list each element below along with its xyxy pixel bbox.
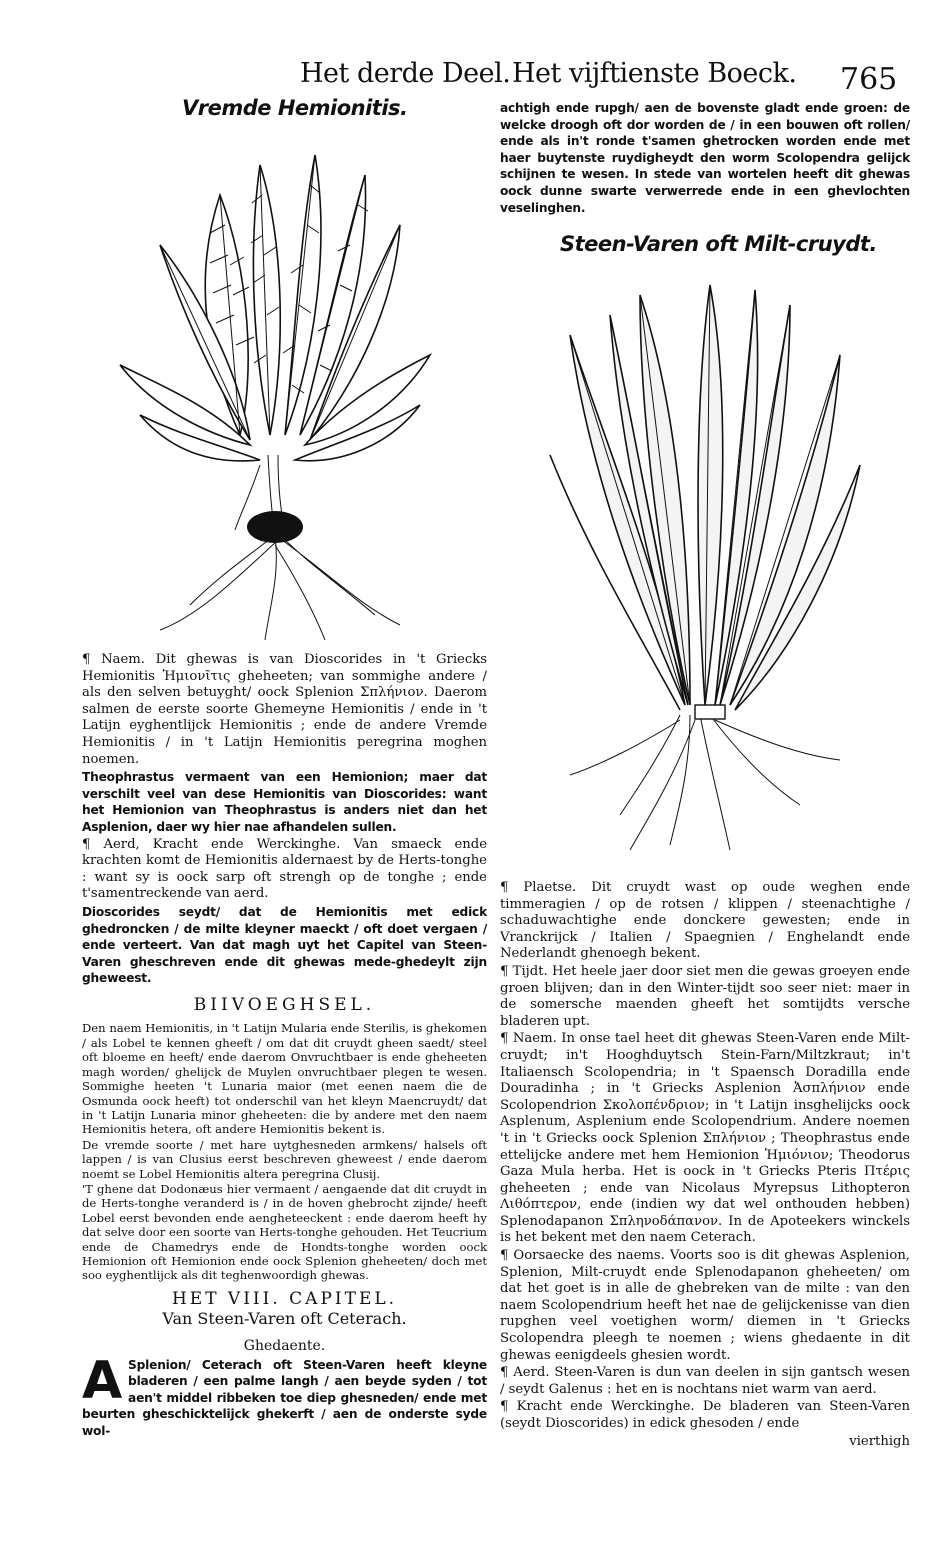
left-paragraph-naem: ¶ Naem. Dit ghewas is van Dioscorides in 't Griecks Hemionitis Ἡμιονῖτις gheheeten; van sommighe andere / als den selven betuyght/ oock Splenion Σπλήνιον. Daerom salmen de eerste soorte Ghemeyne Hemionitis / ende in 't Latijn eyghentlijck Hemionitis ; ende de andere Vremde Hemionitis / in 't Latijn Hemionitis peregrina moghen noemen. [82, 652, 487, 767]
left-paragraph-theophrastus: Theophrastus vermaent van een Hemionion; maer dat verschilt veel van dese Hemionitis van Dioscorides: want het Hemionion van Theophrastus is anders niet dan het Asplenion, daer wy hier nae afhandelen sullen. [82, 770, 487, 834]
addition-paragraph-3: 'T ghene dat Dodonæus hier vermaent / aengaende dat dit cruydt in de Herts-tonghe veranderd is / in de hoven ghebrocht zijnde/ heeft Lobel eerst bevonden ende aengheteeckent : ende daerom heeft hy dat selve door een soorte van Herts-tonghe gehouden. Het Teucrium ende de Chamedrys ende de Hondts-tonghe worden oock Hemionion oft Hemionion ende oock Splenion gheheeten/ doch met soo eyghentlijck als dit teghenwoordigh ghewas. [82, 1181, 487, 1283]
drop-cap: A [82, 1350, 123, 1411]
right-paragraph-naem: ¶ Naem. In onse tael heet dit ghewas Steen-Varen ende Milt-cruydt; in't Hooghduytsch Stein-Farn/Miltzkraut; in't Italiaensch Scolopendria; in 't Spaensch Doradilla ende Douradinha ; in 't Griecks Asplenion Ἀσπλήνιον ende Scolopendrion Σκολοπένδριον; in 't Latijn insghelijcks oock Asplenum, Asplenium ende Scolopendrium. Andere noemen 't in 't Griecks oock Splenion Σπλήνιον ; Theophrastus ende ettelijcke andere met hem Hemionion Ἡμιόνιον; Theodorus Gaza Mula herba. Het is oock in 't Griecks Pteris Πτέρις gheheeten ; ende van Nicolaus Myrepsus Lithopteron Λιθόπτερον, ende (indien wy dat wel onthouden hebben) Splenodapanon Σπληνοδάπανον. In de Apoteekers winckels is het bekent met den naem Ceterach. [500, 1031, 910, 1246]
running-head-right: Het vijftienste Boeck. [512, 58, 797, 89]
running-head-left: Het derde Deel. [300, 58, 511, 89]
right-paragraph-aerd: ¶ Aerd. Steen-Varen is dun van deelen in sijn gantsch wesen / seydt Galenus : het en is nochtans niet warm van aerd. [500, 1365, 910, 1397]
chapter-first-paragraph: Splenion/ Ceterach oft Steen-Varen heeft kleyne bladeren / een palme langh / aen beyde syden / tot aen't middel ribbeken toe diep ghesneden/ ende met beurten gheschicktelijck ghekerft / aen de onderste syde wol- [82, 1357, 487, 1438]
left-text-column [82, 652, 487, 1441]
right-text-column [500, 880, 910, 1451]
right-paragraph-kracht: ¶ Kracht ende Werckinghe. De bladeren van Steen-Varen (seydt Dioscorides) in edick ghesoden / ende [500, 1399, 910, 1431]
right-paragraph-oorsaecke: ¶ Oorsaecke des naems. Voorts soo is dit ghewas Asplenion, Splenion, Milt-cruydt ende Splenodapanon gheheeten/ om dat het goet is in alle de ghebreken van de milte : van den naem Scolopendrium heeft het nae de gelijckenisse van dien rupghen veel voetighen worm/ diemen in 't Griecks Scolopendra pleegh te noemen ; wiens ghedaente in dit ghewas eenigdeels ghesien wordt. [500, 1248, 910, 1363]
right-top-paragraph: achtigh ende rupgh/ aen de bovenste gladt ende groen: de welcke droogh oft dor worden de / in een bouwen oft rollen/ ende als in't ronde t'samen ghetrocken worden ende met haer buytenste ruydigheydt den worm Scolopendra gelijck schijnen te wesen. In stede van wortelen heeft dit ghewas oock dunne swarte verwerrede ende in een ghevlochten veselinghen. [500, 101, 910, 215]
steen-varen-illustration [530, 275, 875, 855]
section-heading-bijvoeghsel: BIIVOEGHSEL. [193, 994, 376, 1015]
right-paragraph-plaetse: ¶ Plaetse. Dit cruydt wast op oude weghen ende timmeragien / op de rotsen / klippen / steenachtighe / schaduwachtighe ende donckere gewesten; ende in Vranckrijck / Italien / Spaegnien / Enghelandt ende Nederlandt ghenoegh bekent. [500, 880, 910, 962]
hemionitis-illustration [100, 135, 445, 645]
catchword: vierthigh [849, 1433, 910, 1449]
left-paragraph-aerd: ¶ Aerd, Kracht ende Werckinghe. Van smaeck ende krachten komt de Hemionitis aldernaest by de Herts-tonghe : want sy is oock sarp oft strengh op de tonghe ; ende t'samentreckende van aerd. [82, 836, 487, 902]
chapter-heading: HET VIII. CAPITEL. [171, 1288, 398, 1309]
right-plant-title: Steen-Varen oft Milt-cruydt. [560, 232, 877, 256]
page-number: 765 [840, 62, 898, 97]
chapter-subtitle: Van Steen-Varen oft Ceterach. [162, 1309, 407, 1329]
addition-paragraph-1: Den naem Hemionitis, in 't Latijn Mularia ende Sterilis, is ghekomen / als Lobel te kennen gheeft / om dat dit cruydt gheen saedt/ steel oft bloeme en heeft/ ende daerom Onvruchtbaer is ende gheheeten magh worden/ ghelijck de Muylen onvruchtbaer plegen te wesen. Sommighe heeten 't Lunaria maior (met eenen naem die de Osmunda oock heeft) tot onderschil van het kleyn Maencruydt/ dat in 't Latijn Lunaria minor gheheeten: die by andere met den naem Hemionitis hetera, oft andere Hemionitis bekent is. [82, 1021, 487, 1137]
addition-paragraph-2: De vremde soorte / met hare uytghesneden armkens/ halsels oft lappen / is van Clusius eerst beschreven gheweest / ende daerom noemt se Lobel Hemionitis altera peregrina Clusij. [82, 1137, 487, 1181]
ghedaente-heading: Ghedaente. [243, 1337, 326, 1354]
right-paragraph-tijdt: ¶ Tijdt. Het heele jaer door siet men die gewas groeyen ende groen blijven; dan in den Winter-tijdt soo seer niet: maer in de somersche maenden gheeft het somtijdts versche bladeren upt. [500, 963, 910, 1029]
left-plant-title: Vremde Hemionitis. [182, 96, 408, 120]
left-paragraph-dioscorides: Dioscorides seydt/ dat de Hemionitis met edick ghedroncken / de milte kleyner maeckt / oft doet vergaen / ende verteert. Van dat magh uyt het Capitel van Steen-Varen gheschreven ende dit ghewas mede-ghedeylt zijn gheweest. [82, 904, 487, 986]
